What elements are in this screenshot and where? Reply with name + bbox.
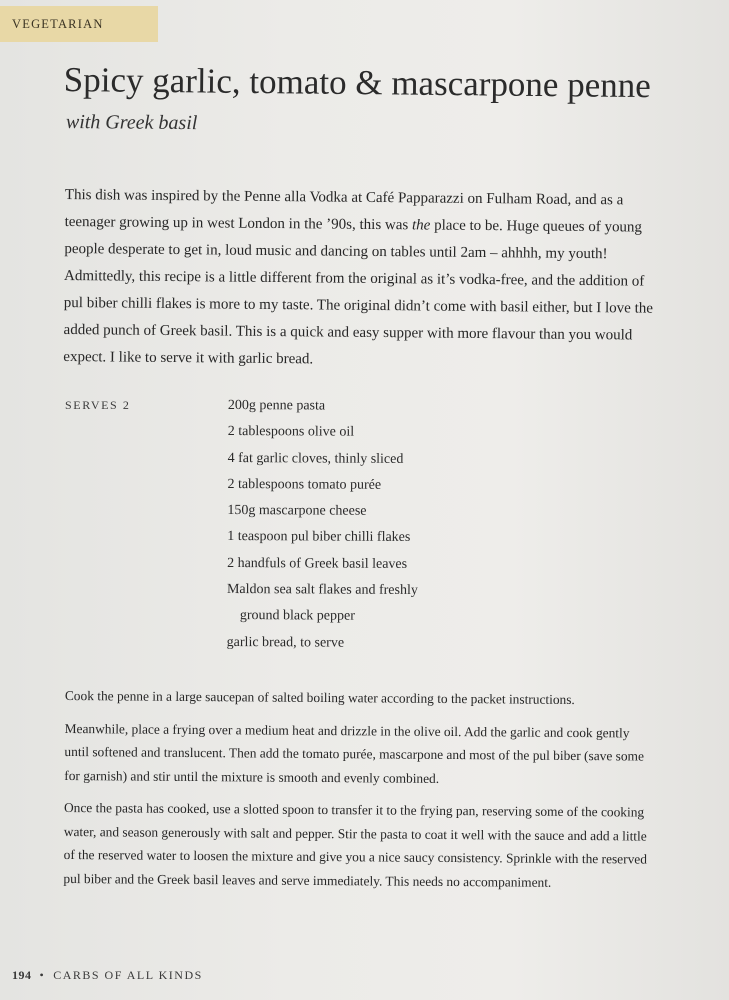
ingredients-list [227, 393, 419, 657]
serves-label: SERVES 2 [65, 398, 131, 412]
method-line: for garnish) and stir until the mixture is smooth and evenly combined. [64, 767, 440, 786]
section-name: CARBS OF ALL KINDS [53, 968, 203, 982]
category-tag-label: VEGETARIAN [12, 16, 104, 31]
intro-line: Admittedly, this recipe is a little different from the original as it’s vodka-free, and the addition of [64, 267, 645, 290]
method-line: Once the pasta has cooked, use a slotted spoon to transfer it to the frying pan, reserving some of the cooking [63, 799, 645, 820]
method-line: water, and season generously with salt and pepper. Stir the pasta to coat it well with the sauce and add a little [63, 823, 647, 844]
method-section [63, 684, 705, 904]
intro-line: added punch of Greek basil. This is a quick and easy supper with more flavour than you would [63, 321, 633, 344]
ingredient-item: 200g penne pasta [227, 397, 326, 414]
method-step [63, 796, 704, 895]
method-step [64, 716, 705, 792]
ingredient-item: 150g mascarpone cheese [227, 503, 367, 519]
method-line: Cook the penne in a large saucepan of salted boiling water according to the packet instructions. [64, 687, 575, 708]
ingredient-item: 2 tablespoons tomato purée [227, 476, 382, 493]
page-footer [12, 968, 203, 983]
method-line: until softened and translucent. Then add the tomato purée, mascarpone and most of the pul biber (save some [64, 743, 644, 764]
intro-line: pul biber chilli flakes is more to my taste. The original didn’t come with basil either, but I love the [63, 294, 654, 317]
intro-text: place to be. Huge queues of young [430, 217, 643, 236]
intro-line: expect. I like to serve it with garlic bread. [63, 348, 314, 368]
ingredient-item: 4 fat garlic cloves, thinly sliced [227, 450, 404, 467]
ingredient-item: 2 tablespoons olive oil [227, 424, 355, 440]
intro-emphasis: the [411, 217, 431, 234]
method-line: of the reserved water to loosen the mixture and give you a nice saucy consistency. Sprinkle with the reserved [63, 846, 647, 867]
intro-line: people desperate to get in, loud music and dancing on tables until 2am – ahhhh, my youth! [64, 240, 608, 263]
footer-separator: • [39, 968, 46, 982]
intro-paragraph [63, 182, 695, 377]
intro-text: teenager growing up in west London in the ’90s, this was [64, 213, 413, 234]
ingredient-item: 2 handfuls of Greek basil leaves [227, 555, 408, 572]
recipe-title: Spicy garlic, tomato & mascarpone penne [63, 59, 651, 106]
intro-line: This dish was inspired by the Penne alla Vodka at Café Papparazzi on Fulham Road, and as a [64, 186, 624, 209]
recipe-subtitle: with Greek basil [65, 111, 198, 135]
method-step [65, 684, 705, 713]
ingredient-item: garlic bread, to serve [226, 634, 345, 651]
method-line: pul biber and the Greek basil leaves and serve immediately. This needs no accompaniment. [63, 870, 552, 890]
category-tag [0, 6, 158, 42]
ingredient-item: ground black pepper [239, 608, 355, 625]
ingredient-item: Maldon sea salt flakes and freshly [226, 582, 418, 599]
method-line: Meanwhile, place a frying over a medium heat and drizzle in the olive oil. Add the garlic and cook gently [64, 720, 630, 740]
page-number: 194 [12, 968, 32, 982]
ingredient-item: 1 teaspoon pul biber chilli flakes [227, 529, 411, 546]
